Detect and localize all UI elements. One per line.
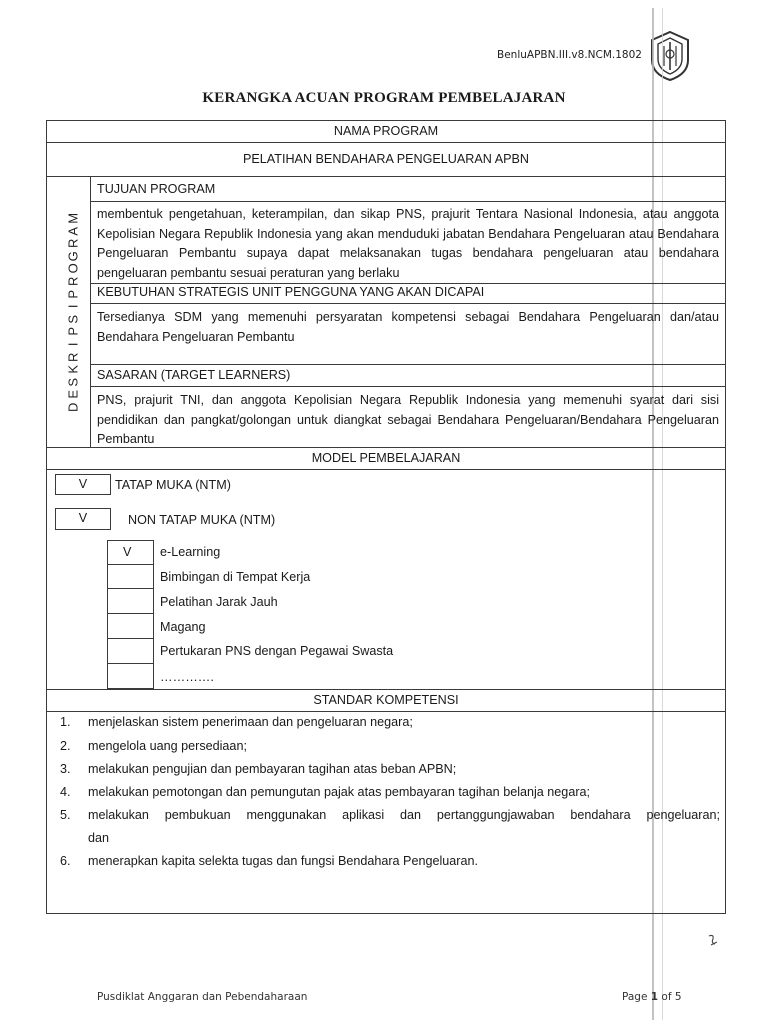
divider [46, 469, 726, 470]
side-label-letter: O [65, 263, 81, 274]
competency-num: 1. [60, 715, 71, 729]
table-left-border [46, 120, 47, 913]
side-label-letter: D [65, 402, 81, 412]
table-bottom-border [46, 913, 726, 914]
ministry-emblem-icon [648, 30, 692, 82]
divider [90, 386, 726, 387]
competency-num: 5. [60, 808, 71, 822]
divider [46, 711, 726, 712]
table-right-border [725, 120, 726, 913]
non-tatap-muka-checkbox[interactable]: V [55, 508, 111, 530]
divider [46, 447, 726, 448]
side-label-letter: P [65, 289, 81, 299]
side-label-letter: R [65, 276, 81, 286]
sub-option-other: …………. [160, 670, 214, 684]
description-column-divider [90, 176, 91, 447]
tujuan-label: TUJUAN PROGRAM [97, 182, 216, 196]
divider [107, 540, 154, 541]
page-current: 1 [650, 991, 659, 1003]
side-label-letter: S [65, 314, 81, 324]
divider [107, 663, 154, 664]
divider [107, 613, 154, 614]
page-suffix: of 5 [661, 991, 682, 1003]
side-label-letter: I [65, 304, 81, 309]
sub-option-magang: Magang [160, 620, 206, 634]
side-label-letter: P [65, 327, 81, 336]
competency-text: menjelaskan sistem penerimaan dan pengeluaran negara; [88, 715, 413, 729]
sub-option-pertukaran: Pertukaran PNS dengan Pegawai Swasta [160, 644, 394, 658]
divider [107, 588, 154, 589]
divider [107, 564, 154, 565]
divider [46, 142, 726, 143]
description-side-label [62, 212, 81, 414]
sub-option-bimbingan: Bimbingan di Tempat Kerja [160, 570, 311, 584]
side-label-letter: I [65, 342, 81, 347]
side-label-letter: A [65, 226, 81, 236]
sasaran-label: SASARAN (TARGET LEARNERS) [97, 368, 291, 382]
side-label-letter: K [65, 365, 81, 374]
competency-text: menerapkan kapita selekta tugas dan fungsi Bendahara Pengeluaran. [88, 854, 478, 868]
sub-option-jarak-jauh: Pelatihan Jarak Jauh [160, 595, 278, 609]
side-label-letter: E [65, 390, 81, 399]
document-code: BenluAPBN.III.v8.NCM.1802 [497, 49, 642, 61]
side-label-letter: G [65, 251, 81, 262]
initial-signature-mark [706, 933, 720, 947]
side-label-letter: R [65, 238, 81, 249]
non-tatap-muka-label: NON TATAP MUKA (NTM) [128, 513, 276, 527]
document-title: KERANGKA ACUAN PROGRAM PEMBELAJARAN [202, 90, 566, 106]
tatap-muka-label: TATAP MUKA (NTM) [115, 478, 231, 492]
tujuan-text: membentuk pengetahuan, keterampilan, dan sikap PNS, prajurit Tentara Nasional Indonesia, atau anggota Kepolisian Negara Republik Indonesia yang akan menduduki jabatan Bendahara Pengeluaran atau Bendahara Pengeluaran Pembantu supaya dapat melaksanakan tugas bendahara pengeluaran atau bendahara pengeluaran pembantu sesuai peraturan yang berlaku [97, 207, 719, 280]
page-prefix: Page [622, 991, 648, 1003]
divider [46, 689, 726, 690]
tatap-muka-checkbox[interactable]: V [55, 474, 111, 495]
standar-label: STANDAR KOMPETENSI [313, 693, 459, 707]
model-label: MODEL PEMBELAJARAN [311, 451, 461, 465]
divider [90, 364, 726, 365]
program-name-label: NAMA PROGRAM [333, 124, 439, 138]
kebutuhan-text: Tersedianya SDM yang memenuhi persyaratan kompetensi sebagai Bendahara Pengeluaran dan/atau Bendahara Pengeluaran Pembantu [97, 310, 719, 344]
program-name-value: PELATIHAN BENDAHARA PENGELUARAN APBN [242, 152, 529, 166]
competency-num: 4. [60, 785, 71, 799]
divider [90, 303, 726, 304]
competency-text-continued: dan [88, 831, 110, 845]
competency-text: melakukan pemotongan dan pemungutan pajak atas pembayaran tagihan belanja negara; [88, 785, 591, 799]
side-label-letter: S [65, 377, 81, 387]
sasaran-text: PNS, prajurit TNI, dan anggota Kepolisian Negara Republik Indonesia yang memenuhi syarat dari sisi pendidikan dan pangkat/golongan untuk diangkat sebagai Bendahara Pengeluaran/Bendahara Pengeluaran Pembantu [97, 393, 719, 447]
competency-text: melakukan pembukuan menggunakan aplikasi dan pertanggungjawaban bendahara pengeluaran; [88, 808, 720, 822]
competency-num: 3. [60, 762, 71, 776]
divider [46, 176, 726, 177]
side-label-letter: M [65, 212, 81, 224]
side-label-letter: R [65, 352, 81, 362]
sub-option-mark[interactable]: V [123, 545, 132, 559]
competency-text: mengelola uang persediaan; [88, 739, 247, 753]
competency-num: 6. [60, 854, 71, 868]
table-top-border [46, 120, 726, 121]
footer-page-number [622, 991, 682, 1003]
sub-option-elearning: e-Learning [160, 545, 221, 559]
divider [107, 638, 154, 639]
competency-num: 2. [60, 739, 71, 753]
footer-organization: Pusdiklat Anggaran dan Pebendaharaan [97, 991, 308, 1003]
kebutuhan-label: KEBUTUHAN STRATEGIS UNIT PENGGUNA YANG AKAN DICAPAI [97, 285, 485, 299]
sub-options-column [107, 540, 154, 689]
divider [90, 201, 726, 202]
competency-text: melakukan pengujian dan pembayaran tagihan atas beban APBN; [88, 762, 457, 776]
